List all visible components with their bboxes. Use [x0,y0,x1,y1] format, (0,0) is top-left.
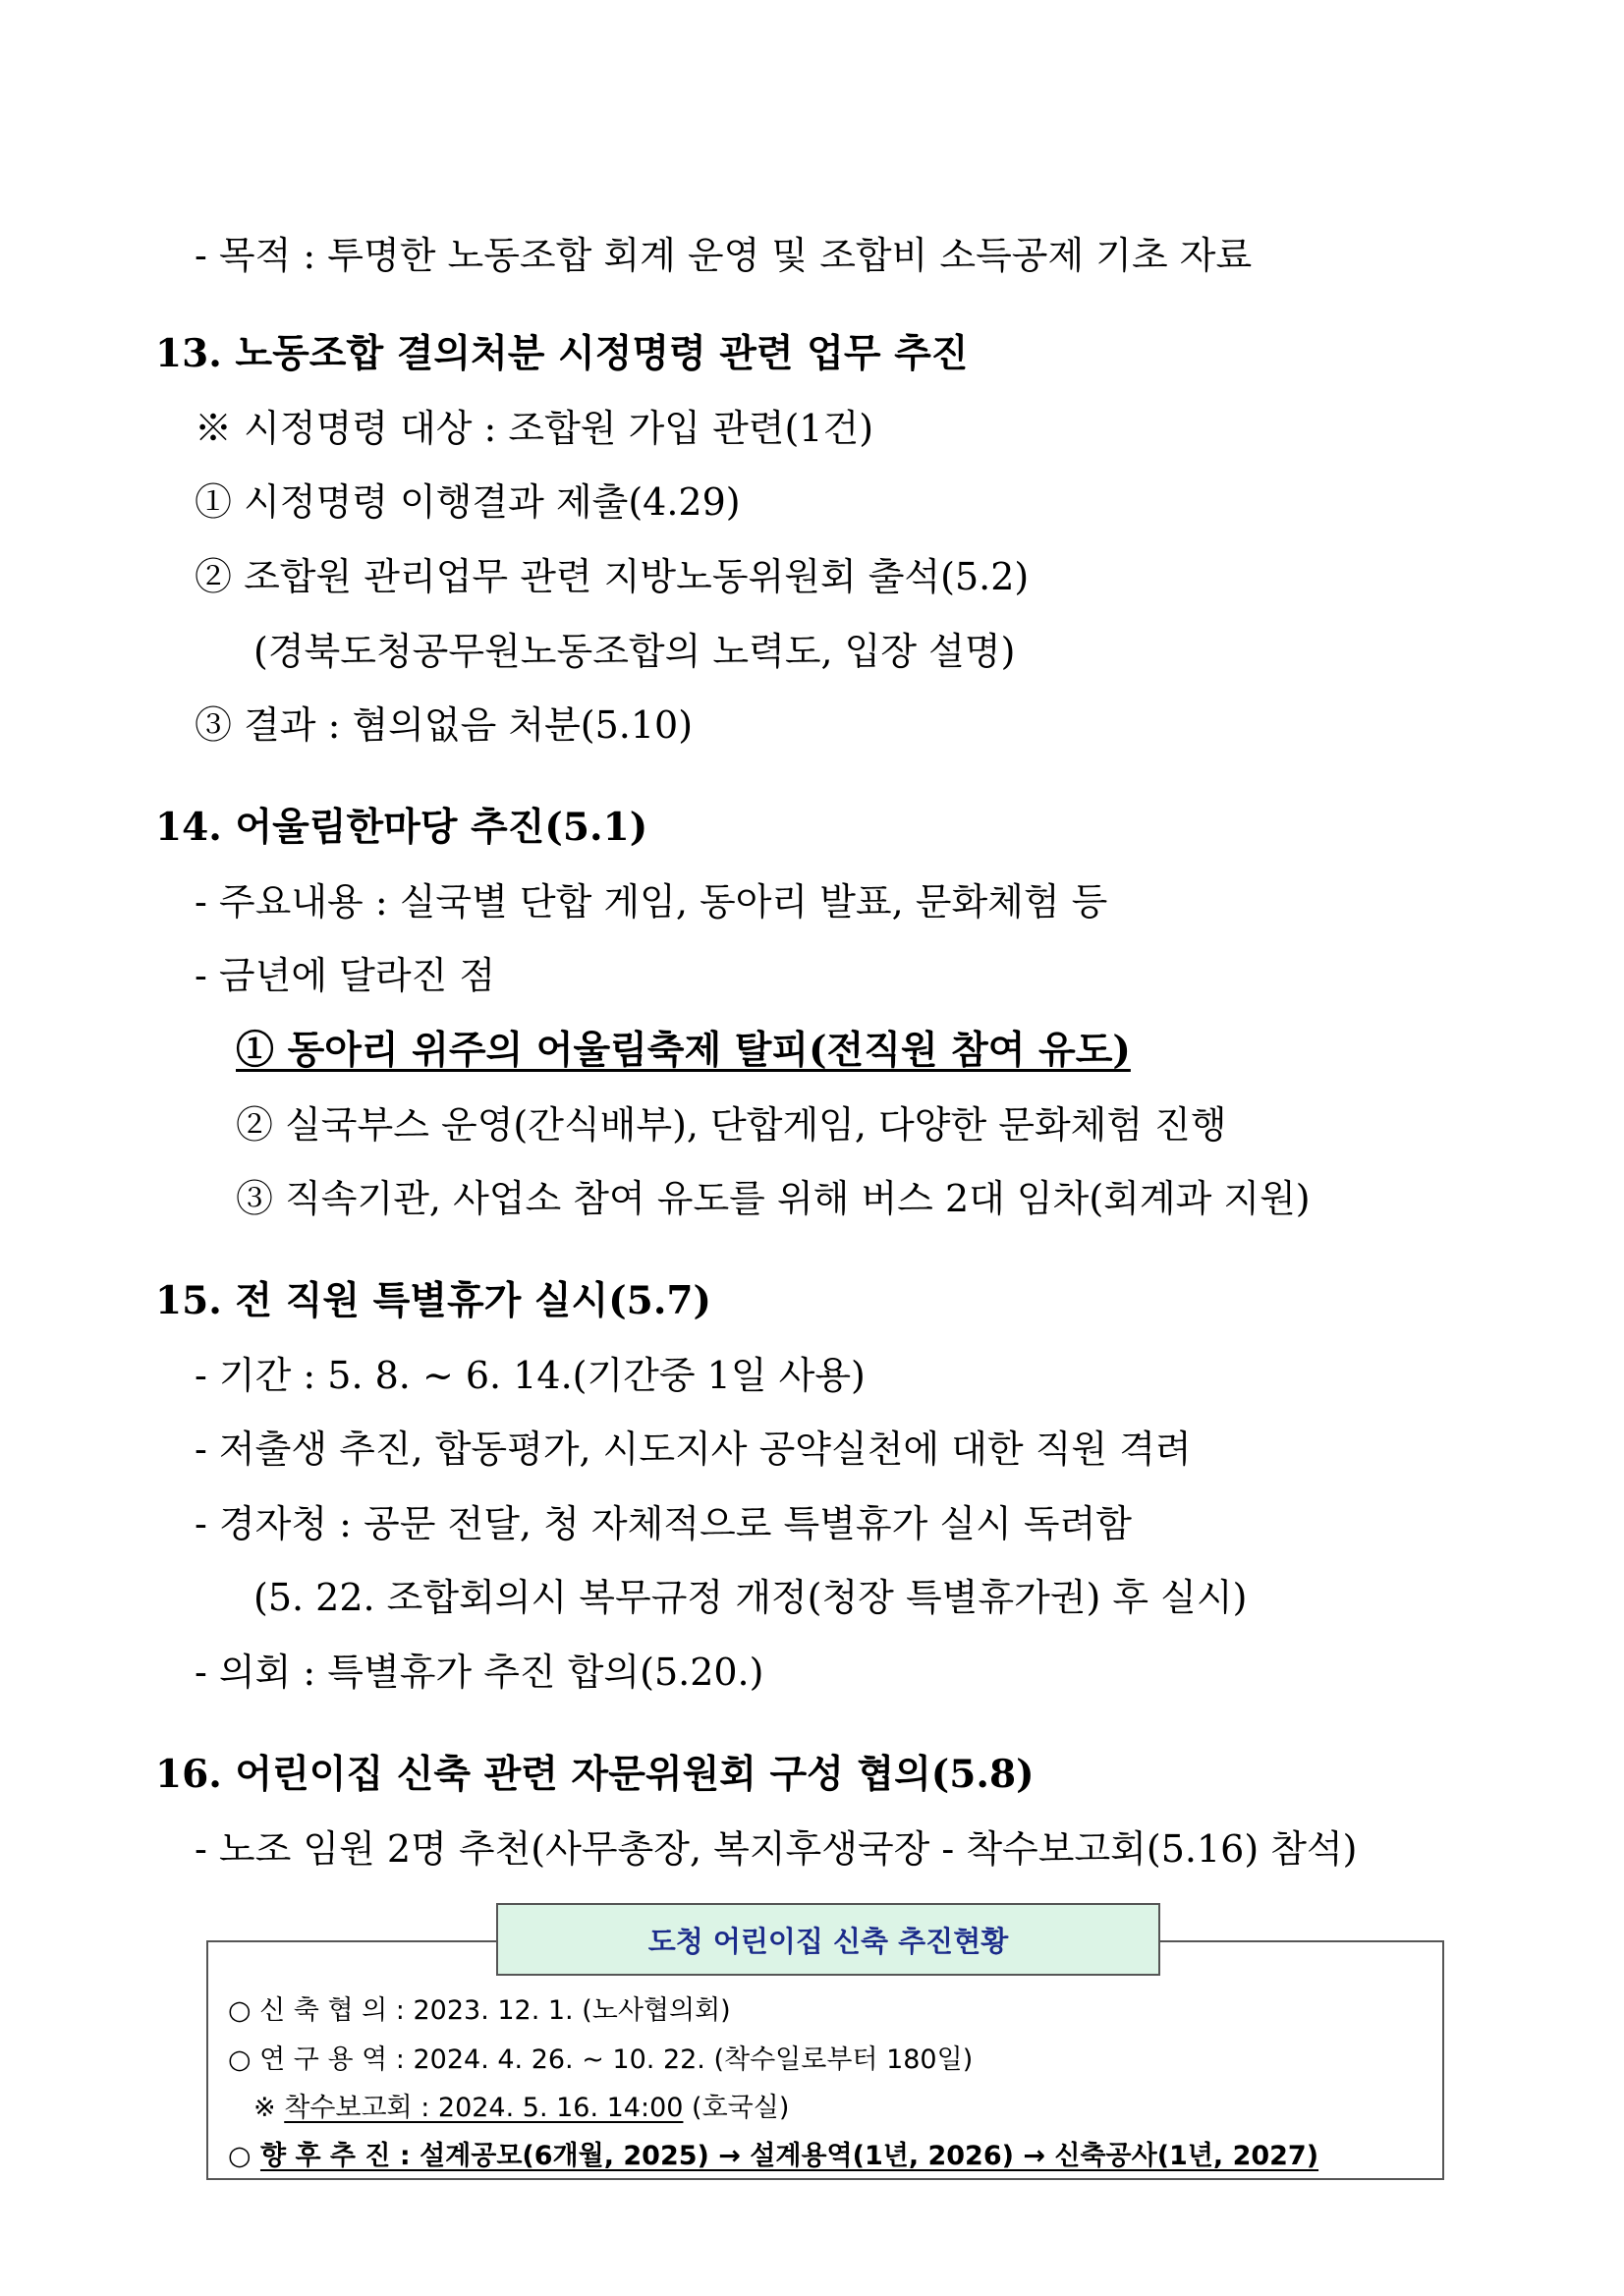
section-14-heading: 14. 어울림한마당 추진(5.1) [155,805,648,850]
section-13-item-2: ② 조합원 관리업무 관련 지방노동위원회 출석(5.2) [195,555,1030,598]
section-15-period: - 기간 : 5. 8. ~ 6. 14.(기간중 1일 사용) [195,1354,866,1397]
plan-underlined: 향 후 추 진 : 설계공모(6개월, 2025) → 설계용역(1년, 2026) → 신축공사(1년, 2027) [259,2141,1319,2171]
note-mark: ※ [253,2093,285,2123]
section-14-change-3: ③ 직속기관, 사업소 참여 유도를 위해 버스 2대 임차(회계과 지원) [236,1177,1311,1220]
section-13-item-1: ① 시정명령 이행결과 제출(4.29) [195,480,741,524]
kickoff-room: (호국실) [683,2093,790,2123]
daycare-row-plan [228,2138,1318,2175]
section-13-item-3: ③ 결과 : 혐의없음 처분(5.10) [195,703,694,747]
daycare-row-research: ○ 연 구 용 역 : 2024. 4. 26. ~ 10. 22. (착수일로부터 180일) [228,2044,974,2075]
section-13-note: ※ 시정명령 대상 : 조합원 가입 관련(1건) [195,407,874,450]
section-14-changes: - 금년에 달라진 점 [195,954,496,997]
kickoff-underlined: 착수보고회 : 2024. 5. 16. 14:00 [284,2093,684,2123]
section-14-change-2: ② 실국부스 운영(간식배부), 단합게임, 다양한 문화체험 진행 [236,1103,1227,1147]
section-15-heading: 15. 전 직원 특별휴가 실시(5.7) [155,1278,711,1323]
section-15-reason: - 저출생 추진, 합동평가, 시도지사 공약실천에 대한 직원 격려 [195,1428,1192,1471]
daycare-status-title: 도청 어린이집 신축 추진현황 [496,1903,1160,1976]
section-16-heading: 16. 어린이집 신축 관련 자문위원회 구성 협의(5.8) [155,1752,1035,1797]
section-16-recommend: - 노조 임원 2명 추천(사무총장, 복지후생국장 - 착수보고회(5.16) 참석) [195,1827,1358,1871]
purpose-line: - 목적 : 투명한 노동조합 회계 운영 및 조합비 소득공제 기초 자료 [195,234,1253,277]
section-13-heading: 13. 노동조합 결의처분 시정명령 관련 업무 추진 [155,331,969,376]
section-13-item-2-detail: (경북도청공무원노동조합의 노력도, 입장 설명) [253,630,1016,673]
circle-mark: ○ [228,2141,260,2171]
section-14-contents: - 주요내용 : 실국별 단합 게임, 동아리 발표, 문화체험 등 [195,880,1108,924]
section-15-gyeongja: - 경자청 : 공문 전달, 청 자체적으로 특별휴가 실시 독려함 [195,1502,1133,1545]
section-15-council: - 의회 : 특별휴가 추진 합의(5.20.) [195,1651,764,1694]
section-15-gyeongja-detail: (5. 22. 조합회의시 복무규정 개정(청장 특별휴가권) 후 실시) [253,1576,1248,1619]
daycare-row-agreement: ○ 신 축 협 의 : 2023. 12. 1. (노사협의회) [228,1995,731,2026]
section-14-change-1: ① 동아리 위주의 어울림축제 탈피(전직원 참여 유도) [236,1028,1131,1073]
daycare-row-kickoff [253,2090,789,2127]
